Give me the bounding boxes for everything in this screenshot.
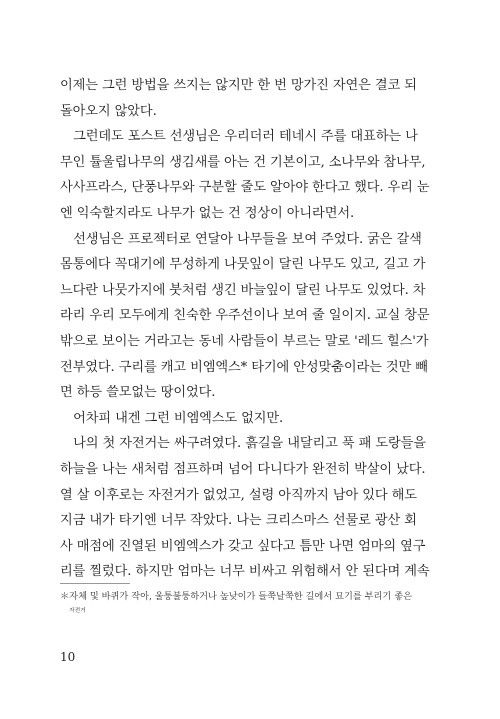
- text-line: 리를 찔렀다. 하지만 엄마는 너무 비싸고 위험해서 안 된다며 계속: [60, 564, 430, 580]
- text-line: 무인 튤울립나무의 생김새를 아는 건 기본이고, 소나무와 참나무,: [60, 154, 426, 170]
- text-line: 어차피 내겐 그런 비엠엑스도 없지만.: [60, 410, 284, 426]
- footnote-divider: [60, 583, 130, 584]
- text-line: 지금 내가 타기엔 너무 작았다. 나는 크리스마스 선물로 광산 회: [60, 513, 417, 529]
- text-line: 느다란 나뭇가지에 붓처럼 생긴 바늘잎이 달린 나무도 있었다. 차: [60, 282, 426, 298]
- footnote: [60, 590, 440, 618]
- text-line: 면 하등 쓸모없는 땅이었다.: [60, 385, 216, 401]
- body-text: [60, 73, 440, 585]
- page-number: 10: [60, 650, 76, 664]
- footnote-line: ＊자체 및 바퀴가 작아, 울퉁불퉁하거나 높낮이가 들쭉날쭉한 길에서 묘기를 부리기 좋은: [60, 591, 412, 602]
- text-line: 돌아오지 않았다.: [60, 103, 157, 119]
- footnote-line: 자전거: [69, 608, 86, 614]
- text-line: 사사프라스, 단풍나무와 구분할 줄도 알아야 한다고 했다. 우리 눈: [60, 180, 430, 196]
- text-line: 엔 익숙할지라도 나무가 없는 건 정상이 아니라면서.: [60, 205, 355, 221]
- text-line: 선생님은 프로젝터로 연달아 나무들을 보여 주었다. 굵은 갈색: [60, 231, 422, 247]
- text-line: 그런데도 포스트 선생님은 우리더러 테네시 주를 대표하는 나: [60, 129, 418, 145]
- text-line: 하늘을 나는 새처럼 점프하며 넘어 다니다가 완전히 박살이 났다.: [60, 461, 426, 477]
- text-line: 밖으로 보이는 거라고는 동네 사람들이 부르는 말로 '레드 힐스'가: [60, 333, 429, 349]
- text-line: 전부였다. 구리를 캐고 비엠엑스* 타기에 안성맞춤이라는 것만 빼: [60, 359, 428, 375]
- text-line: 사 매점에 진열된 비엠엑스가 갖고 싶다고 틈만 나면 엄마의 옆구: [60, 538, 426, 554]
- text-line: 라리 우리 모두에게 친숙한 우주선이나 보여 줄 일이지. 교실 창문: [60, 308, 430, 324]
- text-line: 열 살 이후로는 자전거가 없었고, 설령 아직까지 남아 있다 해도: [60, 487, 417, 503]
- text-line: 이제는 그런 방법을 쓰지는 않지만 한 번 망가진 자연은 결코 되: [60, 78, 417, 93]
- text-line: 몸통에다 꼭대기에 무성하게 나뭇잎이 달린 나무도 있고, 길고 가: [60, 257, 426, 273]
- text-line: 나의 첫 자전거는 싸구려였다. 흙길을 내달리고 푹 패 도랑들을: [60, 436, 426, 452]
